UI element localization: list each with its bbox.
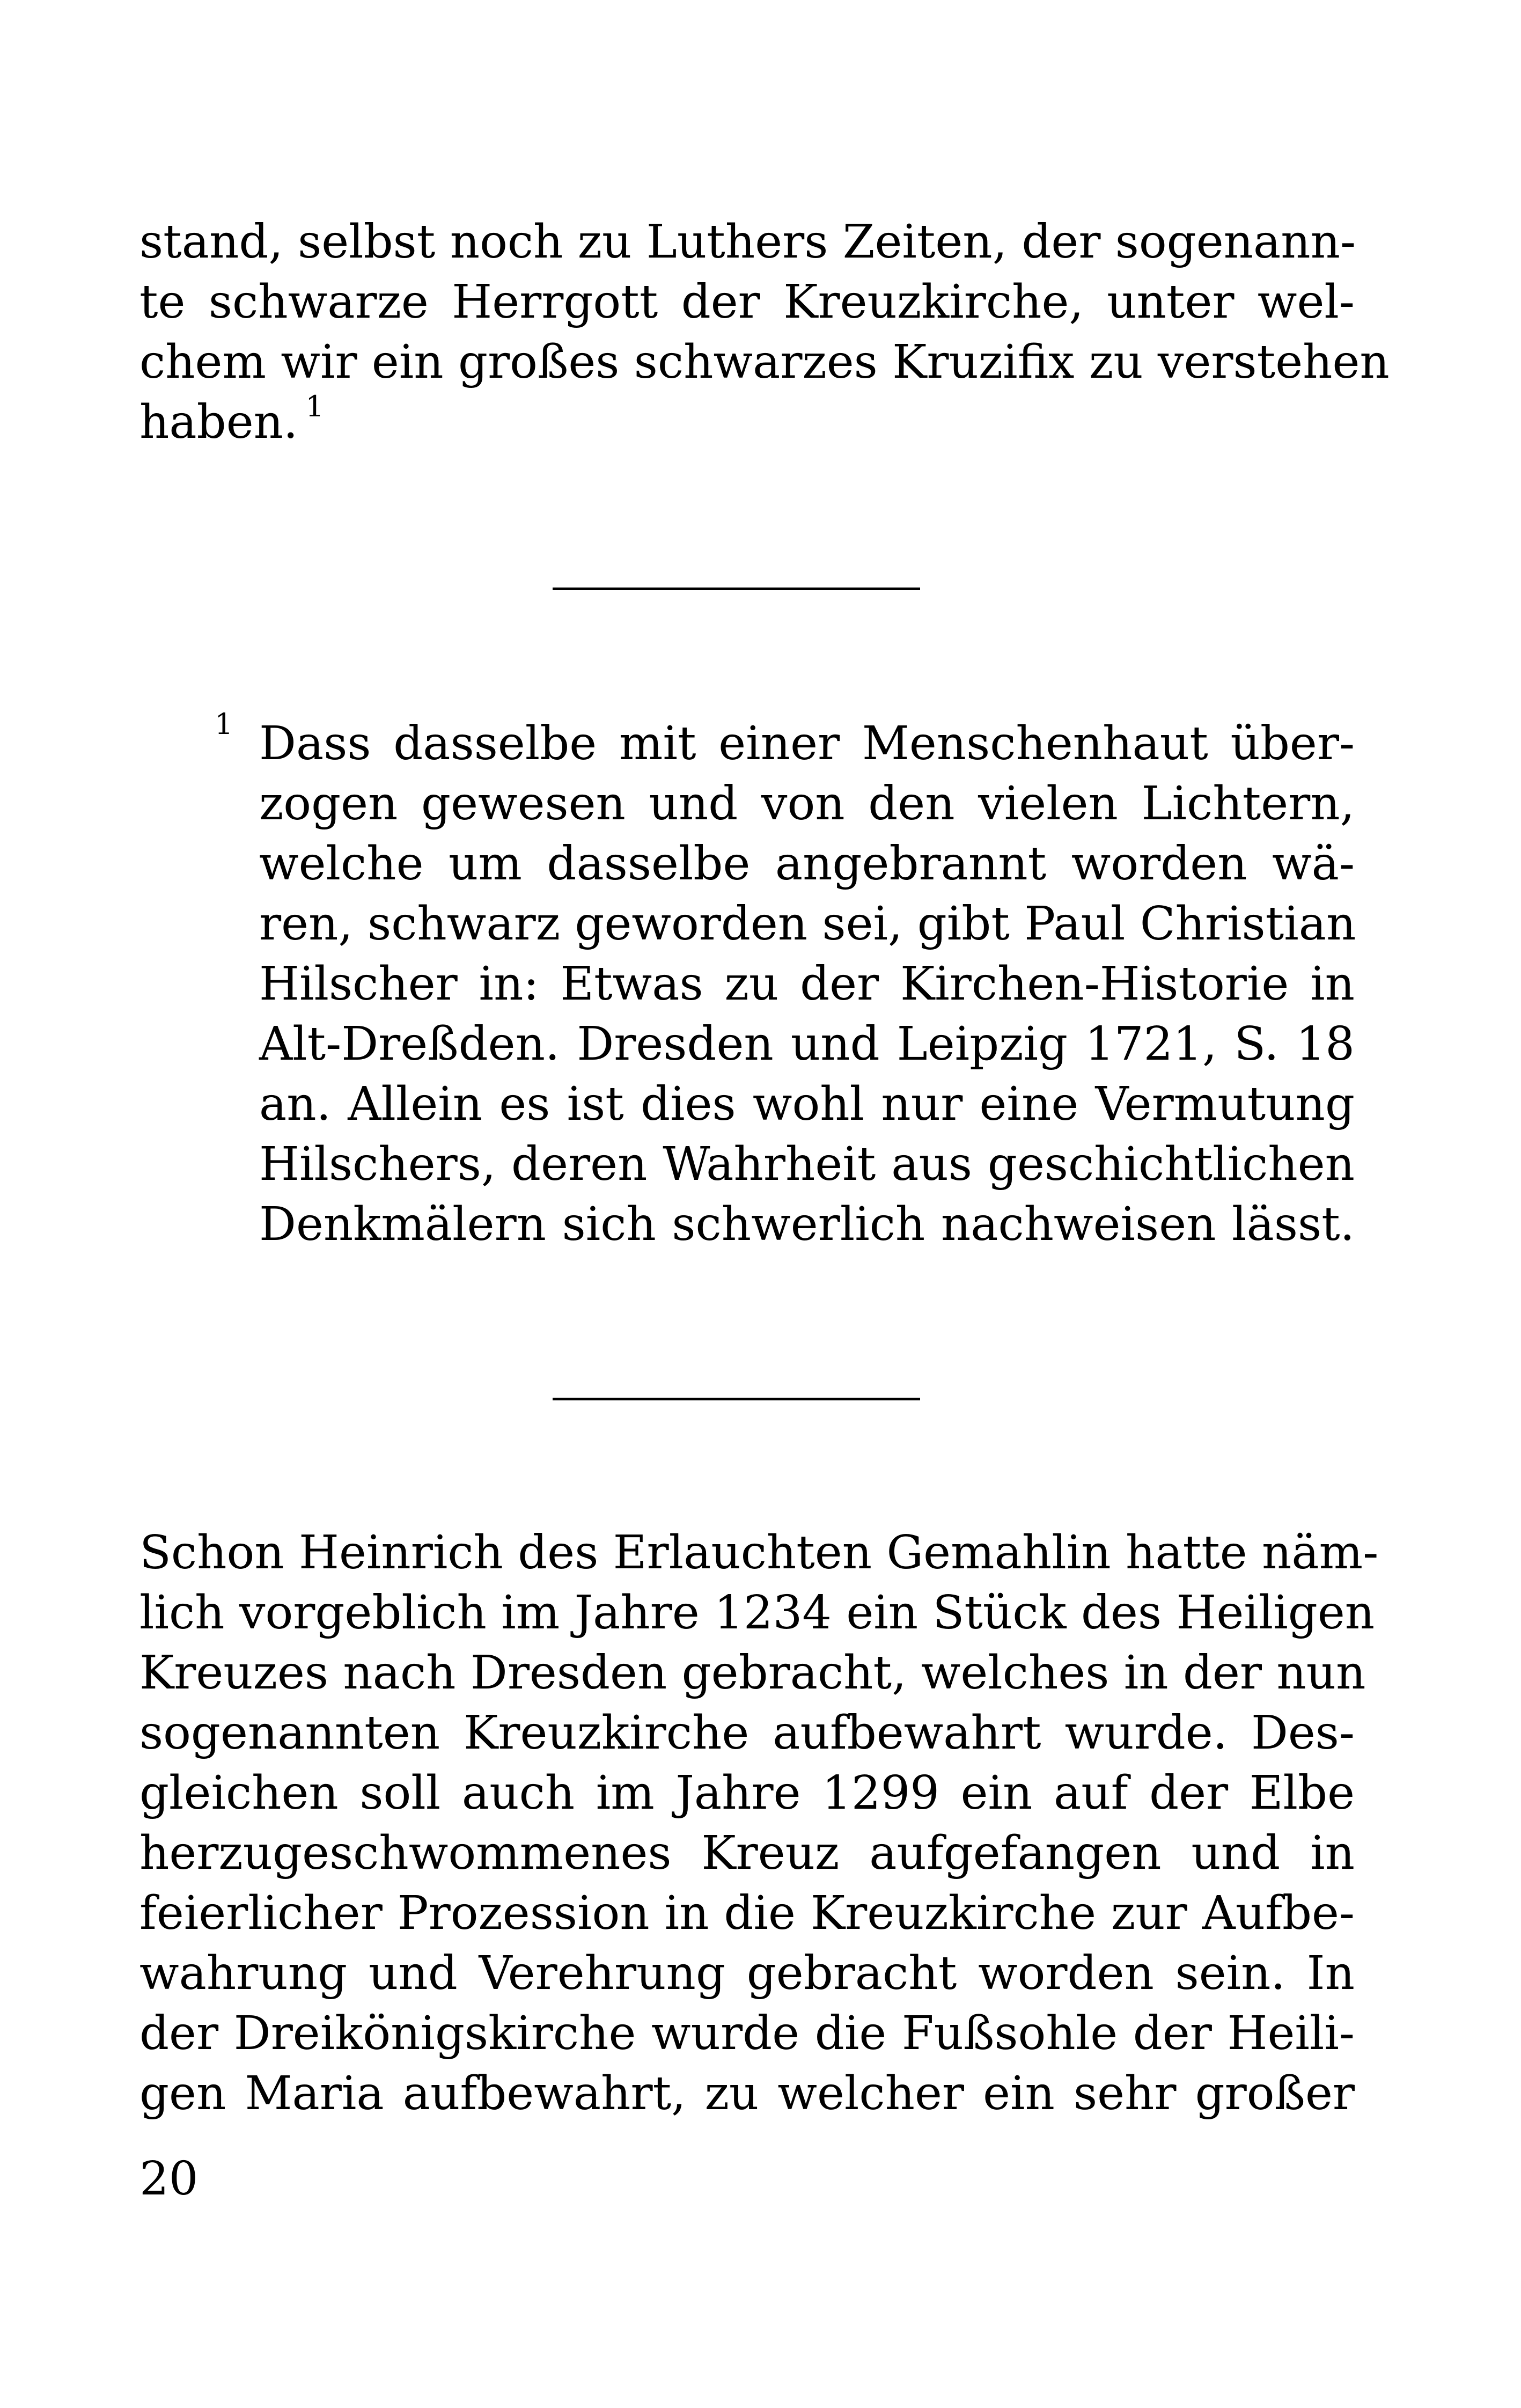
footnote-text	[259, 714, 1355, 1256]
footnote-end-rule	[553, 1398, 920, 1400]
footnote-line: welche um dasselbe angebrannt worden wä-	[259, 837, 1355, 891]
footnote-line: Alt-Dreßden. Dresden und Leipzig 1721, S. 18	[259, 1017, 1355, 1071]
footnote-reference: 1	[305, 390, 324, 423]
bottom-paragraph-line: sogenannten Kreuzkirche aufbewahrt wurde. Des-	[139, 1706, 1355, 1760]
footnote-line: Dass dasselbe mit einer Menschenhaut über-	[259, 717, 1355, 770]
bottom-paragraph	[139, 1523, 1379, 2126]
footnote-line: zogen gewesen und von den vielen Lichtern,	[259, 777, 1355, 831]
top-paragraph-last-line	[139, 392, 1355, 452]
footnote-line: Hilscher in: Etwas zu der Kirchen-Historie in	[259, 957, 1355, 1011]
top-paragraph-line: chem wir ein großes schwarzes Kruzifix zu verstehen	[139, 335, 1390, 389]
top-paragraph-line: stand, selbst noch zu Luthers Zeiten, der sogenann-	[139, 215, 1356, 269]
page-number: 20	[139, 2152, 199, 2206]
footnote-separator-rule	[553, 588, 920, 590]
bottom-paragraph-line: Schon Heinrich des Erlauchten Gemahlin hatte näm-	[139, 1526, 1379, 1580]
bottom-paragraph-line: feierlicher Prozession in die Kreuzkirche zur Aufbe-	[139, 1886, 1355, 1940]
top-paragraph	[139, 212, 1390, 453]
bottom-paragraph-line: gleichen soll auch im Jahre 1299 ein auf der Elbe	[139, 1766, 1355, 1820]
footnote-line: an. Allein es ist dies wohl nur eine Vermutung	[259, 1077, 1355, 1131]
top-paragraph-line-text: haben.	[139, 395, 298, 449]
footnote-line: Denkmälern sich schwerlich nachweisen lässt.	[259, 1198, 1355, 1251]
footnote-line: Hilschers, deren Wahrheit aus geschichtlichen	[259, 1137, 1355, 1191]
footnote-line: ren, schwarz geworden sei, gibt Paul Christian	[259, 897, 1356, 951]
bottom-paragraph-line: wahrung und Verehrung gebracht worden sein. In	[139, 1947, 1355, 2000]
bottom-paragraph-line: der Dreikönigskirche wurde die Fußsohle der Heili-	[139, 2007, 1355, 2060]
top-paragraph-line: te schwarze Herrgott der Kreuzkirche, unter wel-	[139, 275, 1355, 329]
footnote-marker: 1	[215, 707, 233, 741]
bottom-paragraph-line: gen Maria aufbewahrt, zu welcher ein sehr großer	[139, 2067, 1355, 2120]
bottom-paragraph-line: lich vorgeblich im Jahre 1234 ein Stück des Heiligen	[139, 1586, 1375, 1640]
bottom-paragraph-line: Kreuzes nach Dresden gebracht, welches in der nun	[139, 1646, 1366, 1700]
bottom-paragraph-line: herzugeschwommenes Kreuz aufgefangen und in	[139, 1826, 1355, 1880]
